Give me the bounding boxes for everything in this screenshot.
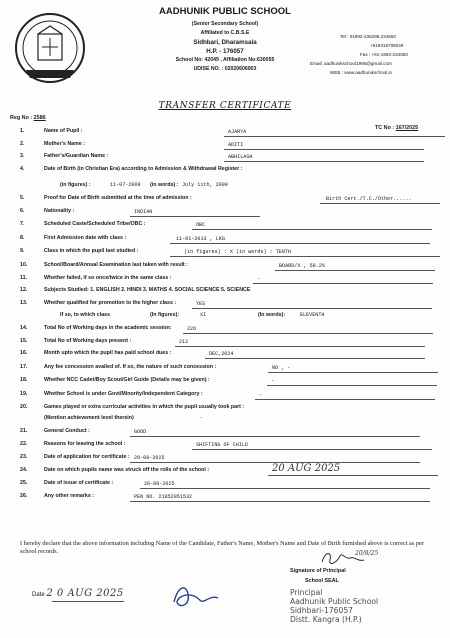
udise-number: UDISE NO. : 02020606903 xyxy=(193,66,257,72)
dob-words-label: (in words) : xyxy=(150,182,179,188)
school-type: (Senior Secondary School) xyxy=(191,21,259,27)
row-number: 11. xyxy=(20,275,28,281)
row-label: Month upto which the pupil has paid school dues : xyxy=(44,350,172,356)
stamp-line-2: Aadhunik Public School xyxy=(290,597,379,606)
row-label: Date of application for certificate : xyxy=(44,454,130,460)
row-value: 212 xyxy=(179,339,189,345)
promotion-figures-value: XI xyxy=(200,312,207,318)
row-number: 7. xyxy=(20,221,25,227)
row-label: School/Board/Annual Examination last taken with result : xyxy=(44,262,188,268)
row-number: 10. xyxy=(20,262,28,268)
row-number: 13. xyxy=(20,300,28,306)
row-label: Class in which the pupil last studied : xyxy=(44,248,139,254)
row-value: ADITI xyxy=(228,142,244,148)
row-value: SHIFTING OF CHILD xyxy=(196,442,248,448)
issue-date xyxy=(32,588,124,599)
row-value: 20-08-2025 xyxy=(144,481,175,487)
row-value: INDIAN xyxy=(134,209,153,215)
row-number: 6. xyxy=(20,208,25,214)
row-label: Whether NCC Cadet/Boy Scout/Girl Guide (Details may be given) : xyxy=(44,377,210,383)
row-number: 23. xyxy=(20,454,28,460)
stamp-line-3: Sidhbari-176057 xyxy=(290,606,353,615)
row-value: Birth Cert./T.C./Other...... xyxy=(326,196,412,202)
activity-value: - xyxy=(200,415,204,421)
email: Email: aadhunikschool1995@gmail.com xyxy=(310,61,392,66)
row-number: 25. xyxy=(20,480,28,486)
date-label: Date xyxy=(32,592,45,598)
row-value: AJARYA xyxy=(228,129,247,135)
seal-label: School SEAL xyxy=(305,578,339,584)
reg-label: Reg No : xyxy=(10,115,33,121)
promotion-words-value: ELEVENTH xyxy=(300,312,325,318)
row-label: Any other remarks : xyxy=(44,493,95,499)
school-place: Sidhbari, Dharamsala xyxy=(193,39,257,46)
row-number: 2. xyxy=(20,141,25,147)
dob-figures-label: (in figures) : xyxy=(60,182,91,188)
row-number: 16. xyxy=(20,350,28,356)
reg-value: 2586 xyxy=(33,115,46,121)
row-value: ABHILASH xyxy=(228,154,253,160)
telephone-2: +919318705049 xyxy=(370,43,404,48)
row-number: 17. xyxy=(20,364,28,370)
promotion-words-label: (In words): xyxy=(258,312,286,318)
row-label: Any fee concession availed of. If so, the nature of such concession : xyxy=(44,364,217,370)
row-value: YES xyxy=(196,301,206,307)
row-value: BOARD/X , 50.2% xyxy=(279,263,325,269)
tc-number xyxy=(375,125,418,131)
row-label: Whether School is under Govt/Minority/Independent Category : xyxy=(44,391,203,397)
row-label: Date of Birth (in Christian Era) according to Admission & Withdrawal Register : xyxy=(44,166,243,172)
row-number: 8. xyxy=(20,235,25,241)
signature-date: 20/8/25 xyxy=(355,550,379,557)
row-label: Games played or extra curricular activities in which the pupil usually took part : xyxy=(44,404,245,410)
signature-label: Signature of Principal xyxy=(290,568,346,574)
row-value: OBC xyxy=(196,222,206,228)
row-label: Total No of Working days in the academic session: xyxy=(44,325,172,331)
row-number: 3. xyxy=(20,153,25,159)
row-number: 18. xyxy=(20,377,28,383)
row-value: 226 xyxy=(187,326,197,332)
activity-note: (Mention achievement level therein) xyxy=(44,415,134,421)
row-number: 4. xyxy=(20,166,25,172)
telephone: Tel : 01892-236298,234550 xyxy=(340,34,396,39)
tc-value: 167/2025 xyxy=(395,125,419,131)
dob-words-value: July 11th, 2009 xyxy=(182,182,228,188)
row-value: 20 AUG 2025 xyxy=(272,463,341,474)
row-number: 19. xyxy=(20,391,28,397)
row-value: DEC,2024 xyxy=(209,351,234,357)
tc-label: TC No : xyxy=(375,125,395,131)
row-number: 26. xyxy=(20,493,28,499)
row-label: Name of Pupil : xyxy=(44,128,83,134)
row-value: - xyxy=(259,392,263,398)
row-label: Whether failed, if so once/twice in the same class : xyxy=(44,275,172,281)
row-label: First Admission date with class : xyxy=(44,235,127,241)
row-value: 20-08-2025 xyxy=(134,455,165,461)
row-label: Proof for Date of Birth submitted at the time of admission : xyxy=(44,195,192,201)
row-number: 1. xyxy=(20,128,25,134)
stamp-line-4: Distt. Kangra (H.P.) xyxy=(290,615,362,624)
school-affiliation: Affiliated to C.B.S.E xyxy=(200,30,250,36)
date-stamp: 2 0 AUG 2025 xyxy=(46,588,124,599)
row-value: NO , - xyxy=(272,365,291,371)
promotion-class-label: If so, to which class xyxy=(60,312,111,318)
row-number: 22. xyxy=(20,441,28,447)
declaration-text: I hereby declare that the above information including Name of the Candidate, Father's Name, Mother's Name and Date of Birth furnished above is correct as per school records. xyxy=(20,540,424,555)
row-value: PEN NO. 21852951532 xyxy=(134,494,193,500)
row-label: Father's/Guardian Name : xyxy=(44,153,109,159)
row-number: 14. xyxy=(20,325,28,331)
school-name: AADHUNIK PUBLIC SCHOOL xyxy=(159,6,291,17)
row-label: Scheduled Caste/Scheduled Tribe/OBC : xyxy=(44,221,146,227)
stamp-line-1: Principal xyxy=(290,588,323,597)
row-number: 20. xyxy=(20,404,28,410)
row-label: Mother's Name : xyxy=(44,141,85,147)
website: WEB : www.aadhunikschool.in xyxy=(330,70,393,75)
row-value: - xyxy=(257,276,261,282)
registration-number xyxy=(10,115,46,121)
row-number: 15. xyxy=(20,338,28,344)
row-value: 11-01-2013 , LKG xyxy=(176,236,225,242)
row-label: Reasons for leaving the school : xyxy=(44,441,126,447)
dob-figures-value: 11-07-2009 xyxy=(110,182,141,188)
fax: Fax : +91-1892-234550 xyxy=(360,52,408,57)
row-label: General Conduct : xyxy=(44,428,90,434)
row-number: 24. xyxy=(20,467,28,473)
principal-signature-scribble xyxy=(170,582,220,612)
row-label: Date of issue of certificate : xyxy=(44,480,114,486)
row-label: Nationality : xyxy=(44,208,75,214)
row-label: Total No of Working days present : xyxy=(44,338,132,344)
row-label: Date on which pupils name was struck off the rolls of the school : xyxy=(44,467,210,473)
row-number: 21. xyxy=(20,428,28,434)
certificate-title: TRANSFER CERTIFICATE xyxy=(158,101,292,111)
row-number: 5. xyxy=(20,195,25,201)
row-number: 12. xyxy=(20,287,28,293)
promotion-figures-label: (In figures): xyxy=(150,312,180,318)
school-number-line: School No: 42049 , Affiliation No:630055 xyxy=(175,57,275,63)
row-label: Subjects Studied: 1. ENGLISH 2. HINDI 3. MATHS 4. SOCIAL SCIENCE 5. SCIENCE xyxy=(44,287,251,293)
row-number: 9. xyxy=(20,248,25,254)
row-value: - xyxy=(271,378,275,384)
row-label: Whether qualified for promotion to the higher class : xyxy=(44,300,177,306)
row-value: GOOD xyxy=(134,429,147,435)
school-state: H.P. - 176057 xyxy=(206,48,244,55)
row-value: (in figures) : X (in words) : TENTH xyxy=(184,249,291,255)
